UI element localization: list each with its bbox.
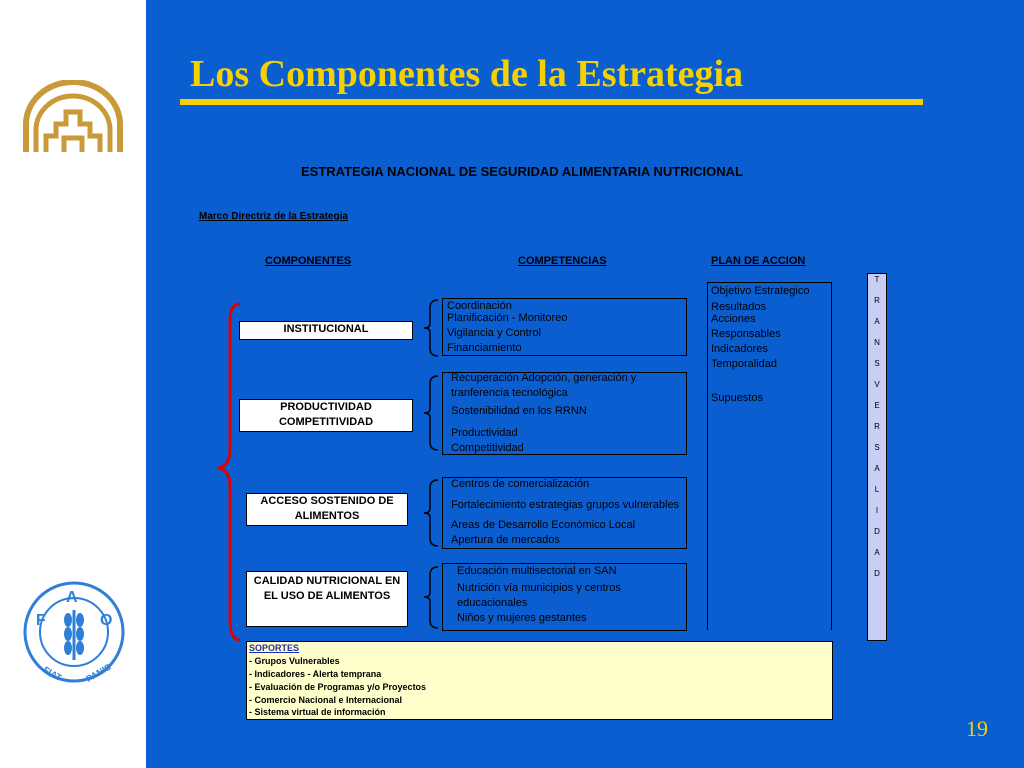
svg-text:F: F: [36, 612, 46, 629]
svg-text:O: O: [100, 612, 113, 629]
column-header-componentes: COMPONENTES: [265, 255, 352, 267]
component-productividad: [239, 399, 413, 432]
competencia-item: educacionales: [457, 597, 528, 609]
component-label: PRODUCTIVIDAD: [280, 401, 372, 413]
soporte-item: - Grupos Vulnerables: [249, 656, 340, 666]
transversalidad-letter: R: [874, 422, 880, 431]
competencia-item: Nutrición vía municipios y centros: [457, 582, 621, 594]
svg-text:PANIS: PANIS: [84, 661, 113, 684]
fao-logo: [22, 580, 126, 684]
plan-item: Responsables: [711, 328, 781, 340]
andean-community-logo: [20, 80, 126, 154]
transversalidad-letter: V: [874, 380, 880, 389]
competencia-item: Financiamiento: [447, 342, 522, 354]
transversalidad-letter: D: [874, 569, 880, 578]
competencia-item: Niños y mujeres gestantes: [457, 612, 587, 624]
framework-subheading: Marco Directriz de la Estrategia: [199, 211, 348, 222]
transversalidad-letter: A: [874, 317, 880, 326]
component-calidad: [246, 571, 408, 627]
slide-title: Los Componentes de la Estrategia: [190, 53, 744, 95]
column-header-plan: PLAN DE ACCION: [711, 255, 806, 267]
transversalidad-letter: A: [874, 548, 880, 557]
soporte-item: - Indicadores - Alerta temprana: [249, 669, 382, 679]
small-brace-3: [420, 478, 442, 548]
component-acceso: [246, 493, 408, 526]
left-logo-strip: [0, 0, 146, 768]
transversalidad-letter: T: [874, 275, 880, 284]
transversalidad-letter: S: [874, 359, 880, 368]
strategy-heading: ESTRATEGIA NACIONAL DE SEGURIDAD ALIMENTARIA NUTRICIONAL: [301, 164, 743, 179]
soporte-item: - Sistema virtual de información: [249, 707, 386, 717]
competencia-item: Planificación - Monitoreo: [447, 312, 568, 324]
component-label: INSTITUCIONAL: [283, 323, 369, 335]
competencia-item: Competitividad: [451, 442, 524, 454]
plan-item: Indicadores: [711, 343, 768, 355]
competencia-item: Fortalecimiento estrategias grupos vulnerables: [451, 499, 680, 511]
competencia-item: Productividad: [451, 427, 518, 439]
plan-item: Supuestos: [711, 392, 763, 404]
soportes-title: SOPORTES: [249, 643, 300, 653]
component-label: CALIDAD NUTRICIONAL EN: [253, 575, 401, 587]
competencia-item: Recuperación Adopción, generación y: [451, 372, 637, 384]
transversalidad-letter: D: [874, 527, 880, 536]
component-label: ACCESO SOSTENIDO DE: [260, 495, 394, 507]
component-label: EL USO DE ALIMENTOS: [263, 590, 391, 602]
competencia-item: Coordinación: [447, 300, 512, 312]
small-brace-2: [420, 374, 442, 452]
svg-text:FIAT: FIAT: [41, 664, 64, 683]
soportes-box: [246, 641, 833, 720]
transversalidad-letter: N: [874, 338, 880, 347]
title-underline: [180, 99, 923, 105]
transversalidad-letter: L: [874, 485, 880, 494]
transversalidad-letter: I: [875, 506, 879, 515]
svg-text:A: A: [66, 589, 78, 606]
plan-item: Temporalidad: [711, 358, 778, 370]
transversalidad-letter: S: [874, 443, 880, 452]
competencia-item: Apertura de mercados: [451, 534, 560, 546]
column-header-competencias: COMPETENCIAS: [518, 255, 607, 267]
soporte-item: - Comercio Nacional e Internacional: [249, 695, 403, 705]
competencia-item: tranferencia tecnológica: [451, 387, 568, 399]
red-brace: [214, 300, 244, 645]
component-label: COMPETITIVIDAD: [278, 416, 374, 428]
competencia-item: Areas de Desarrollo Económico Local: [451, 519, 636, 531]
transversalidad-letter: R: [874, 296, 880, 305]
plan-item: Resultados: [711, 301, 767, 313]
plan-item: Acciones: [711, 313, 756, 325]
component-institucional: [239, 321, 413, 340]
transversalidad-letter: E: [874, 401, 880, 410]
soporte-item: - Evaluación de Programas y/o Proyectos: [249, 682, 427, 692]
competencia-item: Educación multisectorial en SAN: [457, 565, 617, 577]
transversalidad-letter: A: [874, 464, 880, 473]
competencia-item: Vigilancia y Control: [447, 327, 541, 339]
small-brace-1: [420, 298, 442, 358]
transversalidad-column: [867, 273, 887, 641]
page-number: 19: [966, 716, 988, 741]
competencia-item: Sostenibilidad en los RRNN: [451, 405, 587, 417]
plan-item: Objetivo Estrategico: [711, 285, 810, 297]
small-brace-4: [420, 565, 442, 630]
competencia-item: Centros de comercialización: [451, 478, 590, 490]
component-label: ALIMENTOS: [294, 510, 360, 522]
